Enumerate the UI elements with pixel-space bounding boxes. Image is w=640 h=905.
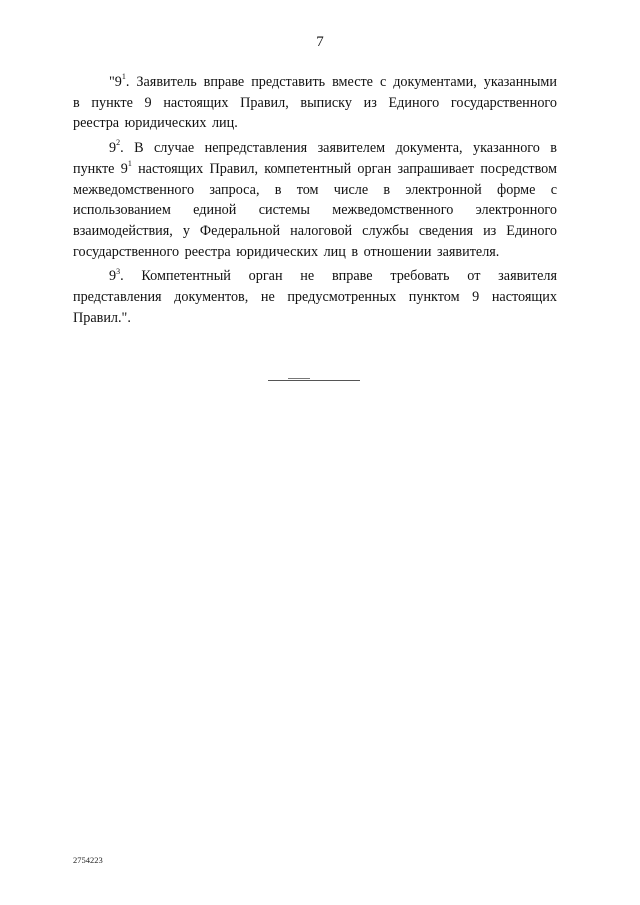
end-divider	[268, 380, 360, 381]
clause-superscript: 3	[116, 266, 121, 276]
reference-superscript: 1	[127, 159, 132, 169]
clause-superscript: 1	[121, 72, 126, 82]
paragraph-text: . Заявитель вправе представить вместе с документами, указанными в пункте 9 настоящих Правил, выписку из Единого государственного реестра юридических лиц.	[73, 74, 557, 132]
clause-prefix: 9	[109, 268, 117, 285]
clause-superscript: 2	[116, 138, 121, 148]
paragraph-text: . В случае непредставления заявителем документа, указанного в пункте 9	[73, 140, 557, 177]
paragraph-text: настоящих Правил, компетентный орган запрашивает посредством межведомственного запроса, в том числе в электронной форме с использованием единой системы межведомственного электронного взаимодействия, у Федеральной налоговой службы сведения из Единого государственного реестра юридических лиц в отношении заявителя.	[73, 160, 557, 260]
paragraph-9-2	[73, 138, 557, 262]
end-divider-accent	[288, 378, 310, 379]
paragraph-9-1	[73, 72, 557, 134]
clause-prefix: "9	[109, 74, 122, 90]
paragraph-9-3	[73, 266, 557, 328]
page-number: 7	[316, 34, 324, 50]
clause-prefix: 9	[109, 140, 117, 157]
paragraph-text: . Компетентный орган не вправе требовать от заявителя представления документов, не предусмотренных пунктом 9 настоящих Правил.".	[73, 268, 557, 326]
document-body	[73, 72, 557, 332]
document-code: 2754223	[73, 855, 103, 865]
